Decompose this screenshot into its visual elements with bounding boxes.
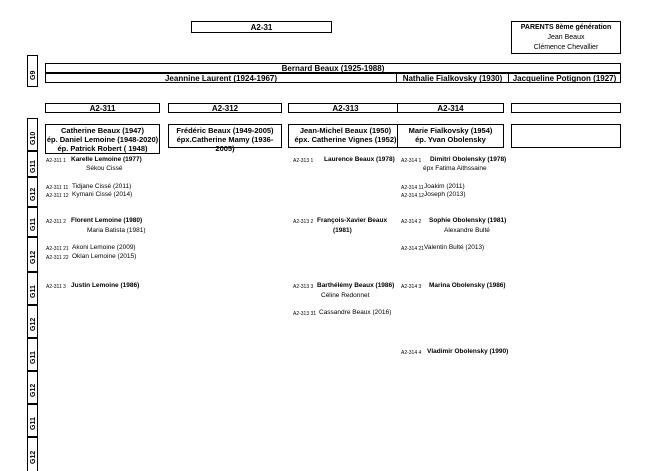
g9-spouse: Nathalie Fialkovsky (1930)	[402, 73, 503, 83]
person-code: A2-311 21	[46, 246, 69, 252]
parents-title: PARENTS 8ème génération	[520, 24, 612, 31]
g9-spouse-box	[396, 73, 509, 83]
person-code: A2-313 3	[293, 284, 314, 290]
column-code-box	[168, 103, 282, 113]
person-code: A2-314 12	[401, 193, 425, 199]
person-code: A2-313 1	[293, 158, 314, 164]
header-line: ép. Yvan Obolensky	[415, 135, 486, 144]
person-name: Barthélémy Beaux (1986)	[317, 282, 395, 289]
gen-label: G9	[30, 70, 37, 80]
person-name: Céline Redonnet	[321, 292, 370, 299]
parents-mother: Clémence Chevallier	[533, 44, 599, 51]
person-code: A2-314 4	[401, 350, 422, 356]
gen-label: G12	[30, 317, 37, 331]
parents-box	[511, 21, 621, 54]
person-name: Joseph (2013)	[424, 191, 466, 198]
g9-spouse-box	[45, 73, 397, 83]
family-code: A2-31	[250, 22, 273, 32]
gen-label-box	[27, 177, 38, 207]
column-code-box	[397, 103, 504, 113]
person-code: A2-311 11	[46, 185, 69, 191]
header-line: épx. Catherine Vignes (1952)	[294, 135, 397, 144]
column-header-box	[288, 124, 403, 148]
person-code: A2-311 3	[46, 284, 66, 290]
column-code: A2-312	[211, 103, 239, 113]
person-name: Vladimir Obolensky (1990)	[427, 348, 509, 355]
column-code-box	[45, 103, 160, 113]
person-name: Maria Batista (1981)	[87, 227, 146, 234]
gen-label-box	[27, 338, 38, 371]
g9-head-box	[45, 63, 621, 73]
column-code: A2-313	[332, 103, 359, 113]
person-code: A2-314 3	[401, 284, 422, 290]
header-line: Frédéric Beaux (1949-2005)	[176, 126, 274, 135]
person-name: Sékou Cissé	[86, 165, 123, 172]
person-name: Cassandre Beaux (2016)	[319, 309, 392, 316]
person-name: Oklan Lemoine (2015)	[72, 253, 137, 260]
person-name: Sophie Obolensky (1981)	[429, 217, 507, 224]
header-line: ép. Daniel Lemoine (1948-2020)	[46, 135, 159, 144]
parents-father: Jean Beaux	[547, 34, 585, 41]
person-name: Karelle Lemoine (1977)	[71, 156, 142, 163]
person-name: Florent Lemoine (1980)	[71, 217, 143, 224]
gen-label: G12	[30, 250, 37, 264]
gen-label-box	[27, 118, 38, 151]
person-name: Marina Obolensky (1986)	[429, 282, 506, 289]
person-code: A2-313 2	[293, 219, 314, 225]
person-code: A2-313 31	[293, 311, 317, 317]
column-header-box	[45, 124, 160, 154]
person-name: (1981)	[333, 227, 352, 234]
person-code: A2-311 1	[46, 158, 66, 164]
header-line: épx.Catherine Mamy (1936-2005)	[176, 135, 274, 153]
gen-label: G11	[30, 351, 37, 364]
gen-label: G12	[30, 383, 37, 397]
column-header-box	[511, 124, 621, 148]
person-name: Tidjane Cissé (2011)	[72, 183, 132, 190]
g9-head: Bernard Beaux (1925-1988)	[281, 63, 385, 73]
person-code: A2-311 12	[46, 193, 69, 199]
header-line: Marie Fialkovsky (1954)	[408, 126, 493, 135]
column-code-box	[288, 103, 403, 113]
header-line: ép. Patrick Robert ( 1948)	[57, 144, 148, 153]
gen-label: G12	[30, 187, 37, 201]
gen-label-box	[27, 272, 38, 305]
person-name: Laurence Beaux (1978)	[324, 156, 395, 163]
gen-label: G11	[30, 160, 37, 173]
column-header-box	[397, 124, 504, 148]
header-line: Catherine Beaux (1947)	[61, 126, 144, 135]
person-code: A2-314 1	[401, 158, 422, 164]
family-code-title	[191, 21, 332, 33]
person-name: François-Xavier Beaux	[317, 217, 388, 224]
gen-label-box	[27, 371, 38, 404]
gen-label: G12	[30, 450, 37, 464]
header-line: Jean-Michel Beaux (1950)	[299, 126, 392, 135]
g9-spouse-box	[508, 73, 621, 83]
gen-label-box	[27, 151, 38, 177]
person-name: Justin Lemoine (1986)	[71, 282, 140, 289]
person-name: Kymani Cissé (2014)	[72, 191, 133, 198]
person-code: A2-311 2	[46, 219, 66, 225]
person-name: Dimitri Obolensky (1978)	[430, 156, 507, 163]
gen-label: G11	[30, 218, 37, 231]
gen-label: G10	[30, 131, 37, 145]
gen-label: G11	[30, 285, 37, 298]
gen-label-box	[27, 437, 38, 471]
gen-label: G11	[30, 417, 37, 430]
person-code: A2-314 2	[401, 219, 422, 225]
gen-label-box	[27, 55, 38, 87]
person-name: Joakim (2011)	[424, 183, 465, 190]
person-code: A2-314 11	[401, 185, 424, 191]
g9-spouse: Jacqueline Potignon (1927)	[512, 73, 617, 83]
gen-label-box	[27, 207, 38, 237]
gen-label-box	[27, 305, 38, 338]
column-code: A2-311	[89, 103, 116, 113]
person-name: Valentin Bulté (2013)	[424, 244, 485, 251]
person-name: Akoni Lemoine (2009)	[72, 244, 136, 251]
person-name: épx Fatima Aithssaine	[423, 165, 487, 172]
column-code-box	[511, 103, 621, 113]
g9-spouse: Jeannine Laurent (1924-1967)	[164, 73, 278, 83]
person-code: A2-311 22	[46, 255, 69, 261]
person-name: Alexandre Bulté	[444, 227, 490, 234]
gen-label-box	[27, 404, 38, 437]
person-code: A2-314 21	[401, 246, 425, 252]
gen-label-box	[27, 237, 38, 272]
column-header-box	[168, 124, 282, 153]
column-code: A2-314	[437, 103, 464, 113]
